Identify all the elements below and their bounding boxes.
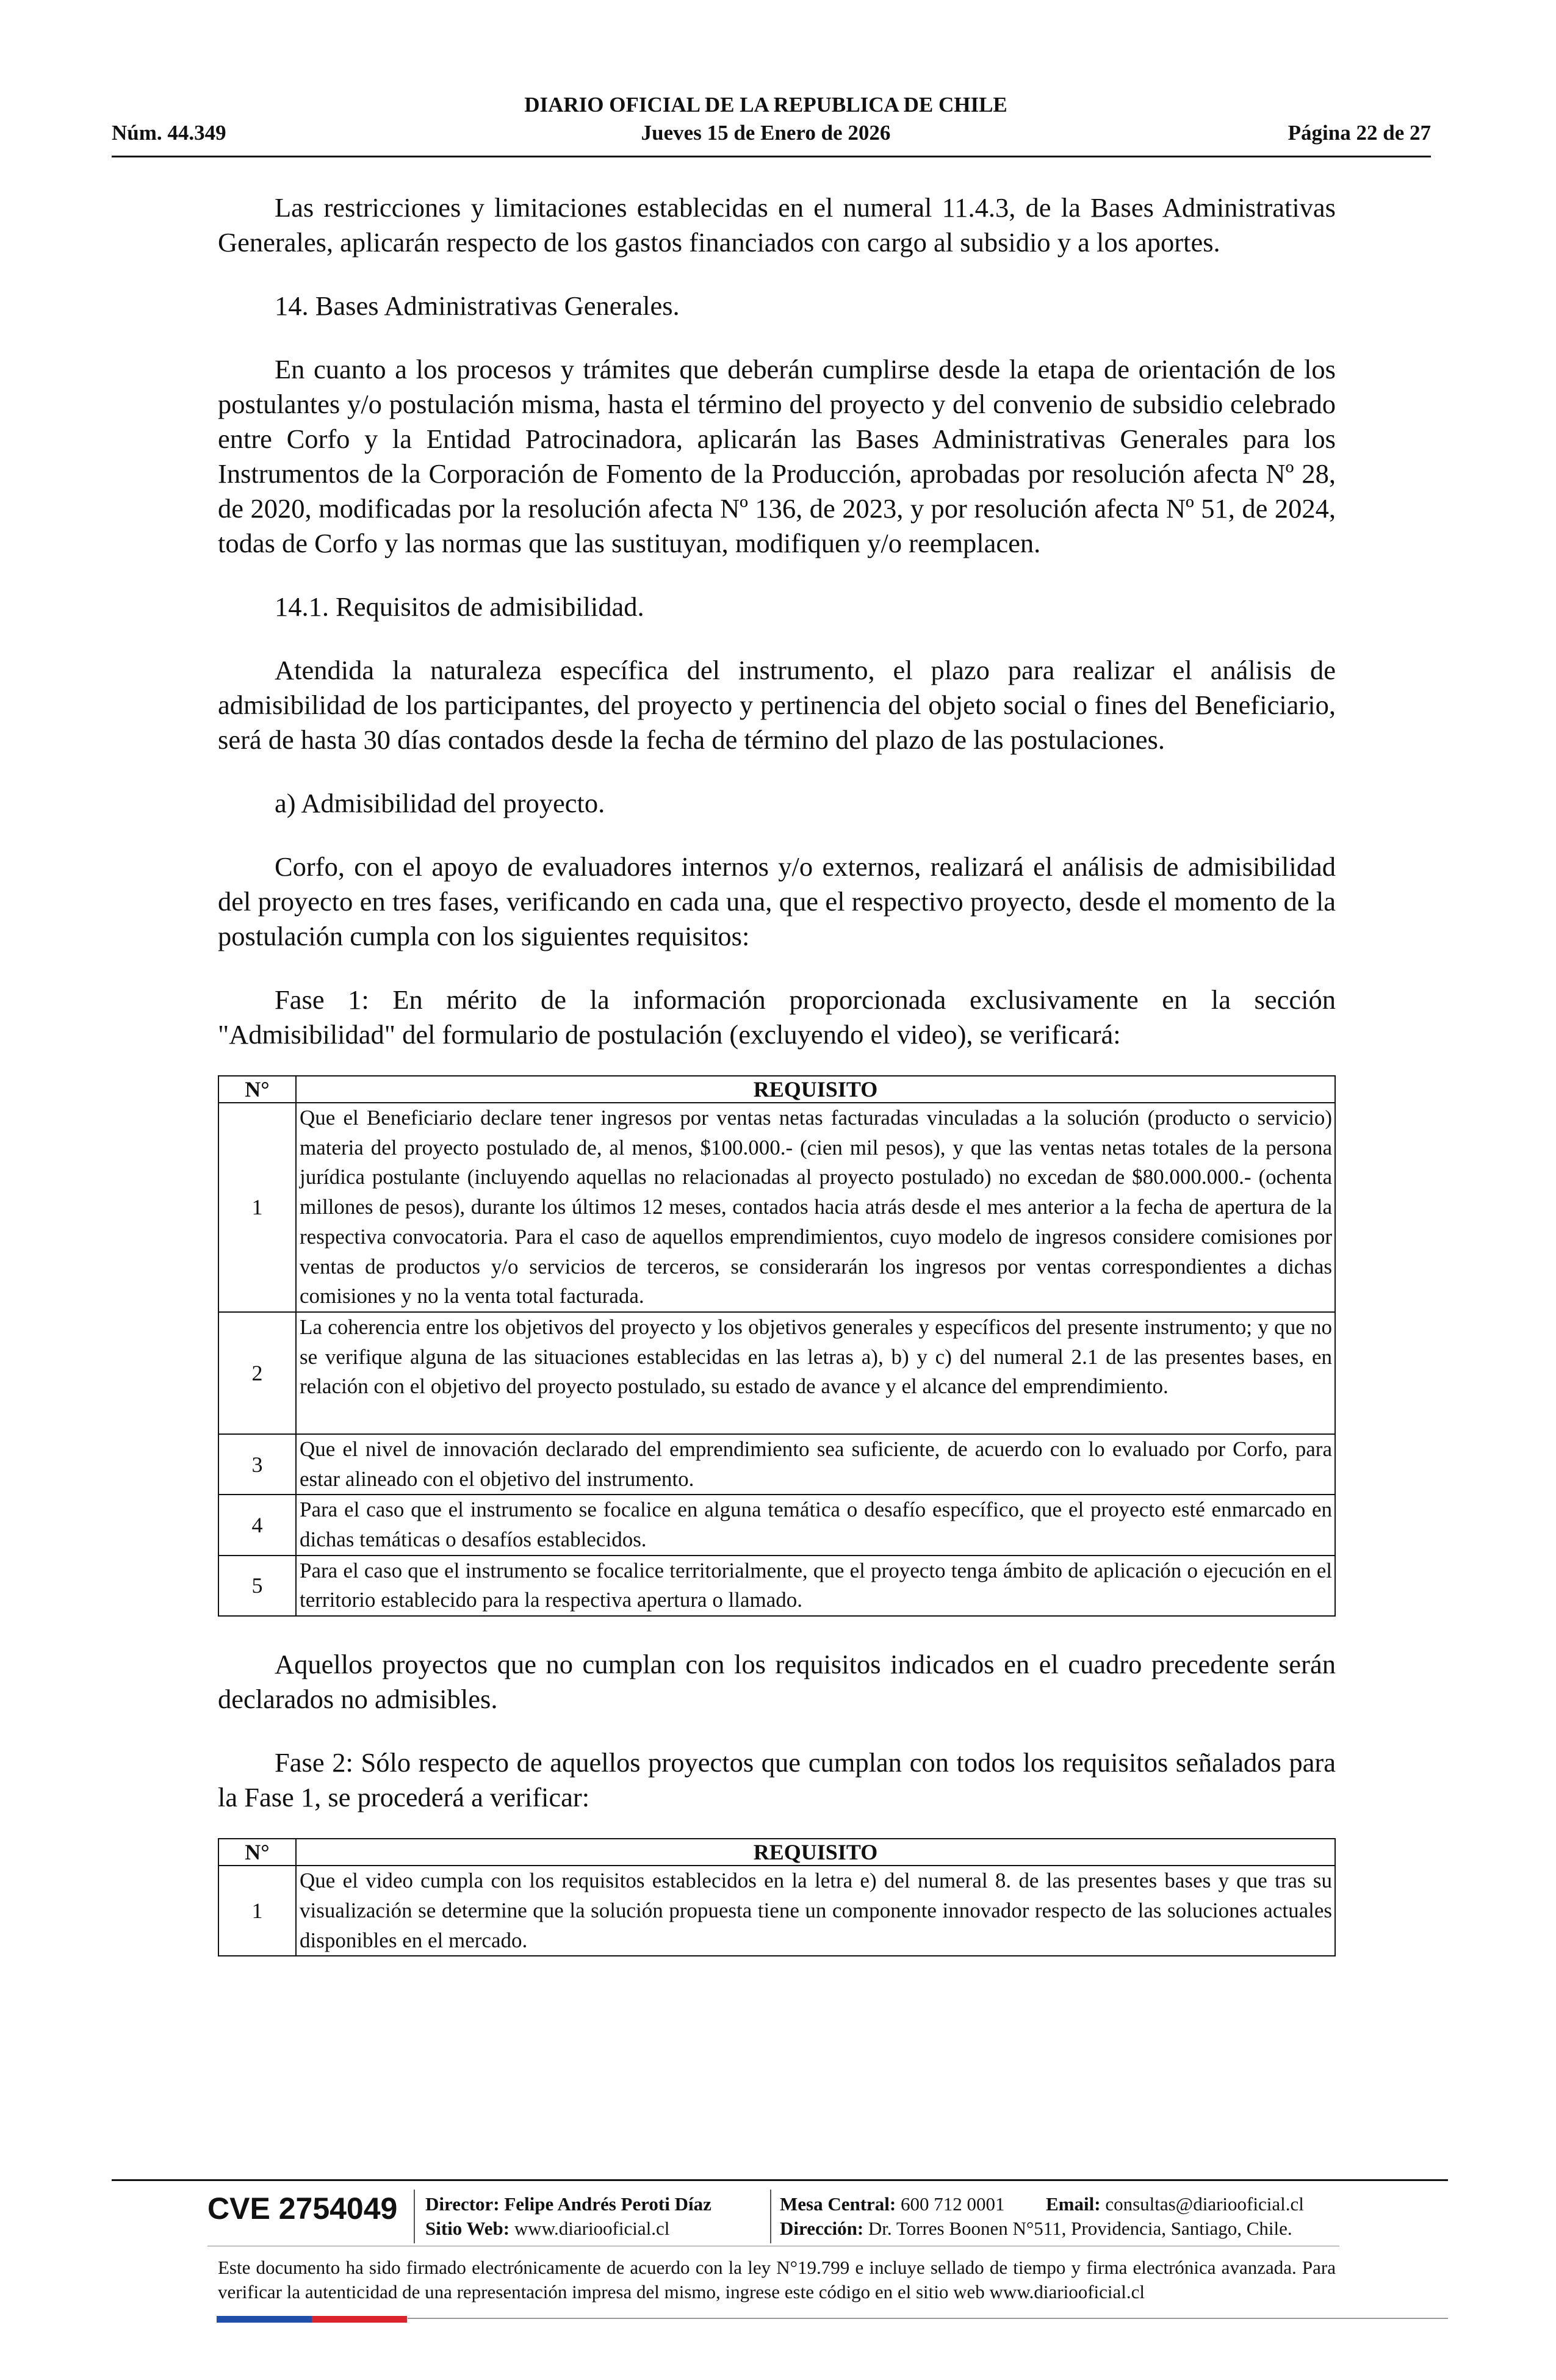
- requirement-number: 3: [218, 1434, 296, 1495]
- requirement-text: Que el Beneficiario declare tener ingresos por ventas netas facturadas vinculadas a la solución (producto o servicio) materia del proyecto postulado de, al menos, $100.000.- (cien mil pesos), y que las ventas netas totales de la persona jurídica postulante (incluyendo aquellas no relacionadas al proyecto postulado) no excedan de $80.000.000.- (ochenta millones de pesos), durante los últimos 12 meses, contados hacia atrás desde el mes anterior a la fecha de apertura de la respectiva convocatoria. Para el caso de aquellos emprendimientos, cuyo modelo de ingresos considere comisiones por ventas de productos y/o servicios de terceros, se considerarán los ingresos por ventas correspondientes a dichas comisiones y no la venta total facturada.: [296, 1103, 1335, 1312]
- requirements-table-fase-1: [218, 1075, 1336, 1617]
- page-indicator: Página 22 de 27: [1288, 121, 1431, 145]
- section-heading-14-1: 14.1. Requisitos de admisibilidad.: [275, 591, 644, 622]
- footer-separator: [770, 2190, 771, 2243]
- flag-bar-red: [312, 2316, 407, 2323]
- footer-contact-block: [780, 2192, 1304, 2241]
- newspaper-title: DIARIO OFICIAL DE LA REPUBLICA DE CHILE: [524, 93, 1007, 117]
- header-divider: [112, 156, 1431, 157]
- requirement-number: 5: [218, 1556, 296, 1616]
- requirement-number: 4: [218, 1495, 296, 1555]
- column-header-requirement: REQUISITO: [296, 1076, 1335, 1103]
- table-row: [218, 1434, 1335, 1495]
- address-label: Dirección:: [780, 2218, 864, 2239]
- website-label: Sitio Web:: [425, 2218, 510, 2239]
- footer-divider: [112, 2179, 1448, 2181]
- requirement-text: Para el caso que el instrumento se focalice en alguna temática o desafío específico, que el proyecto esté enmarcado en dichas temáticas o desafíos establecidos.: [296, 1495, 1335, 1555]
- flag-bar-blue: [217, 2316, 312, 2323]
- issue-date: Jueves 15 de Enero de 2026: [641, 121, 891, 145]
- website-link[interactable]: www.diariooficial.cl: [514, 2218, 670, 2239]
- footer-bottom-rule: [408, 2318, 1448, 2319]
- table-row: [218, 1312, 1335, 1434]
- cve-code: CVE 2754049: [207, 2191, 398, 2226]
- paragraph-restricciones: Las restricciones y limitaciones establecidas en el numeral 11.4.3, de la Bases Administrativas Generales, aplicarán respecto de los gastos financiados con cargo al subsidio y a los aportes.: [218, 192, 1336, 258]
- table-row: [218, 1556, 1335, 1616]
- requirement-text: Que el video cumpla con los requisitos establecidos en la letra e) del numeral 8. de las presentes bases y que tras su visualización se determine que la solución propuesta tiene un componente innovador respecto de las soluciones actuales disponibles en el mercado.: [296, 1866, 1335, 1956]
- requirement-number: 1: [218, 1866, 296, 1956]
- column-header-number: N°: [218, 1076, 296, 1103]
- requirement-text: Que el nivel de innovación declarado del emprendimiento sea suficiente, de acuerdo con lo evaluado por Corfo, para estar alineado con el objetivo del instrumento.: [296, 1434, 1335, 1495]
- footer-separator: [414, 2190, 415, 2243]
- legal-notice: Este documento ha sido firmado electrónicamente de acuerdo con la ley N°19.799 e incluye sellado de tiempo y firma electrónica avanzada. Para verificar la autenticidad de una representación impresa del mismo, ingrese este código en el sitio web www.diariooficial.cl: [218, 2257, 1336, 2302]
- mesa-central-phone: 600 712 0001: [901, 2193, 1005, 2215]
- requirement-text: Para el caso que el instrumento se focalice territorialmente, que el proyecto tenga ámbito de aplicación o ejecución en el territorio establecido para la respectiva apertura o llamado.: [296, 1556, 1335, 1616]
- subsection-heading-a: a) Admisibilidad del proyecto.: [275, 788, 605, 818]
- requirements-table-fase-2: [218, 1838, 1336, 1956]
- issue-number: Núm. 44.349: [112, 121, 226, 145]
- column-header-requirement: REQUISITO: [296, 1839, 1335, 1866]
- requirement-number: 2: [218, 1312, 296, 1434]
- table-row: [218, 1495, 1335, 1555]
- director-name: Felipe Andrés Peroti Díaz: [504, 2193, 711, 2215]
- paragraph-fase-1: Fase 1: En mérito de la información proporcionada exclusivamente en la sección "Admisibilidad" del formulario de postulación (excluyendo el video), se verificará:: [218, 984, 1336, 1050]
- email-label: Email:: [1046, 2193, 1101, 2215]
- document-body: [218, 190, 1336, 1956]
- paragraph-corfo-fases: Corfo, con el apoyo de evaluadores internos y/o externos, realizará el análisis de admisibilidad del proyecto en tres fases, verificando en cada una, que el respectivo proyecto, desde el momento de la postulación cumpla con los siguientes requisitos:: [218, 851, 1336, 951]
- requirement-number: 1: [218, 1103, 296, 1312]
- section-heading-14: 14. Bases Administrativas Generales.: [275, 290, 680, 321]
- table-row: [218, 1103, 1335, 1312]
- paragraph-fase-2: Fase 2: Sólo respecto de aquellos proyectos que cumplan con todos los requisitos señalados para la Fase 1, se procederá a verificar:: [218, 1747, 1336, 1813]
- table-header-row: [218, 1839, 1335, 1866]
- paragraph-procesos: En cuanto a los procesos y trámites que deberán cumplirse desde la etapa de orientación de los postulantes y/o postulación misma, hasta el término del proyecto y del convenio de subsidio celebrado entre Corfo y la Entidad Patrocinadora, aplicarán las Bases Administrativas Generales para los Instrumentos de la Corporación de Fomento de la Producción, aprobadas por resolución afecta Nº 28, de 2020, modificadas por la resolución afecta Nº 136, de 2023, y por resolución afecta Nº 51, de 2024, todas de Corfo y las normas que las sustituyan, modifiquen y/o reemplacen.: [218, 354, 1336, 558]
- paragraph-plazo-admisibilidad: Atendida la naturaleza específica del instrumento, el plazo para realizar el análisis de admisibilidad de los participantes, del proyecto y pertinencia del objeto social o fines del Beneficiario, será de hasta 30 días contados desde la fecha de término del plazo de las postulaciones.: [218, 655, 1336, 755]
- email-link[interactable]: consultas@diariooficial.cl: [1105, 2193, 1304, 2215]
- mesa-central-label: Mesa Central:: [780, 2193, 896, 2215]
- footer-director-block: [425, 2192, 711, 2241]
- address-value: Dr. Torres Boonen N°511, Providencia, Santiago, Chile.: [868, 2218, 1292, 2239]
- table-row: [218, 1866, 1335, 1956]
- director-label: Director:: [425, 2193, 500, 2215]
- paragraph-no-admisibles: Aquellos proyectos que no cumplan con los requisitos indicados en el cuadro precedente serán declarados no admisibles.: [218, 1649, 1336, 1715]
- requirement-text: La coherencia entre los objetivos del proyecto y los objetivos generales y específicos del presente instrumento; y que no se verifique alguna de las situaciones establecidas en las letras a), b) y c) del numeral 2.1 de las presentes bases, en relación con el objetivo del proyecto postulado, su estado de avance y el alcance del emprendimiento.: [296, 1312, 1335, 1434]
- column-header-number: N°: [218, 1839, 296, 1866]
- table-header-row: [218, 1076, 1335, 1103]
